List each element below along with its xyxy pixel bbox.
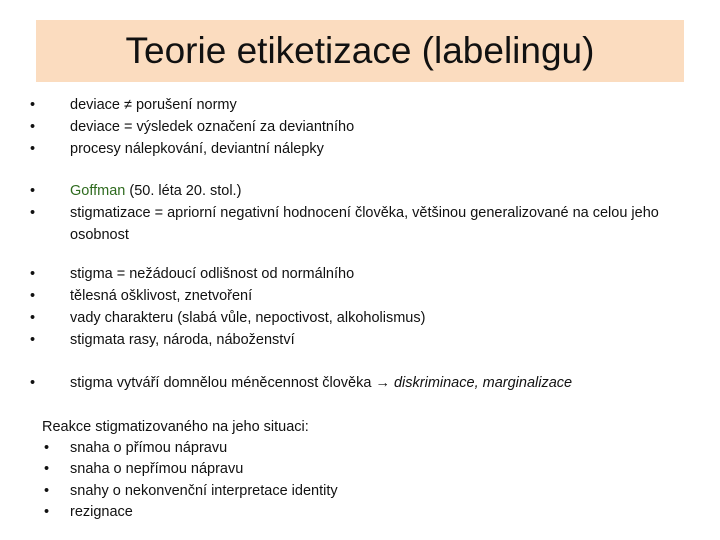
bullet-marker: • xyxy=(44,483,50,499)
list-item-text: snahy o nekonvenční interpretace identity xyxy=(70,483,338,499)
list-item-text: stigmatizace = apriorní negativní hodnocení člověka, většinou generalizované na celou jeho osobnost xyxy=(70,205,659,243)
reactions-heading: Reakce stigmatizovaného na jeho situaci: xyxy=(42,419,309,435)
bullet-group-2 xyxy=(0,180,720,246)
list-item xyxy=(0,94,720,116)
list-item xyxy=(0,138,720,160)
list-item-text: stigmata rasy, národa, náboženství xyxy=(70,332,295,348)
list-item xyxy=(0,202,720,246)
slide-title: Teorie etiketizace (labelingu) xyxy=(125,30,595,71)
list-item-text: snaha o přímou nápravu xyxy=(70,440,228,456)
bullet-marker: • xyxy=(44,461,50,477)
list-item xyxy=(0,263,720,285)
bullet-marker: • xyxy=(44,504,50,520)
title-band xyxy=(36,20,684,82)
stigma-consequence-text: stigma vytváří domnělou méněcennost člověka → xyxy=(70,375,394,391)
list-item xyxy=(0,437,720,459)
list-item xyxy=(0,307,720,329)
bullet-marker: • xyxy=(30,183,36,199)
list-item xyxy=(0,372,720,394)
list-item-text: snaha o nepřímou nápravu xyxy=(70,461,244,477)
bullet-marker: • xyxy=(30,266,36,282)
list-item xyxy=(0,285,720,307)
list-item-text xyxy=(70,180,680,202)
list-item xyxy=(0,501,720,523)
bullet-group-3 xyxy=(0,263,720,351)
bullet-group-4 xyxy=(0,372,720,394)
bullet-marker: • xyxy=(30,141,36,157)
list-item-text: deviace ≠ porušení normy xyxy=(70,97,237,113)
bullet-marker: • xyxy=(30,97,36,113)
list-item xyxy=(0,116,720,138)
bullet-marker: • xyxy=(30,119,36,135)
bullet-marker: • xyxy=(30,205,36,221)
list-item xyxy=(0,480,720,502)
list-item-text: rezignace xyxy=(70,504,133,520)
list-item-text: vady charakteru (slabá vůle, nepoctivost, alkoholismus) xyxy=(70,310,426,326)
list-item-text: deviace = výsledek označení za deviantního xyxy=(70,119,355,135)
bullet-marker: • xyxy=(30,375,36,391)
list-item-text: stigma = nežádoucí odlišnost od normálního xyxy=(70,266,355,282)
stigma-consequence-emphasis: diskriminace, marginalizace xyxy=(393,375,573,391)
bullet-marker: • xyxy=(44,440,50,456)
bullet-marker: • xyxy=(30,288,36,304)
bullet-marker: • xyxy=(30,310,36,326)
list-item-text: tělesná ošklivost, znetvoření xyxy=(70,288,253,304)
bullet-marker: • xyxy=(30,332,36,348)
list-item-text: procesy nálepkování, deviantní nálepky xyxy=(70,141,324,157)
goffman-period: (50. léta 20. stol.) xyxy=(125,183,242,199)
list-item xyxy=(0,180,720,202)
list-item xyxy=(0,458,720,480)
goffman-name: Goffman xyxy=(70,183,126,199)
bullet-group-1 xyxy=(0,94,720,160)
list-item-text xyxy=(70,372,680,394)
list-item xyxy=(0,329,720,351)
